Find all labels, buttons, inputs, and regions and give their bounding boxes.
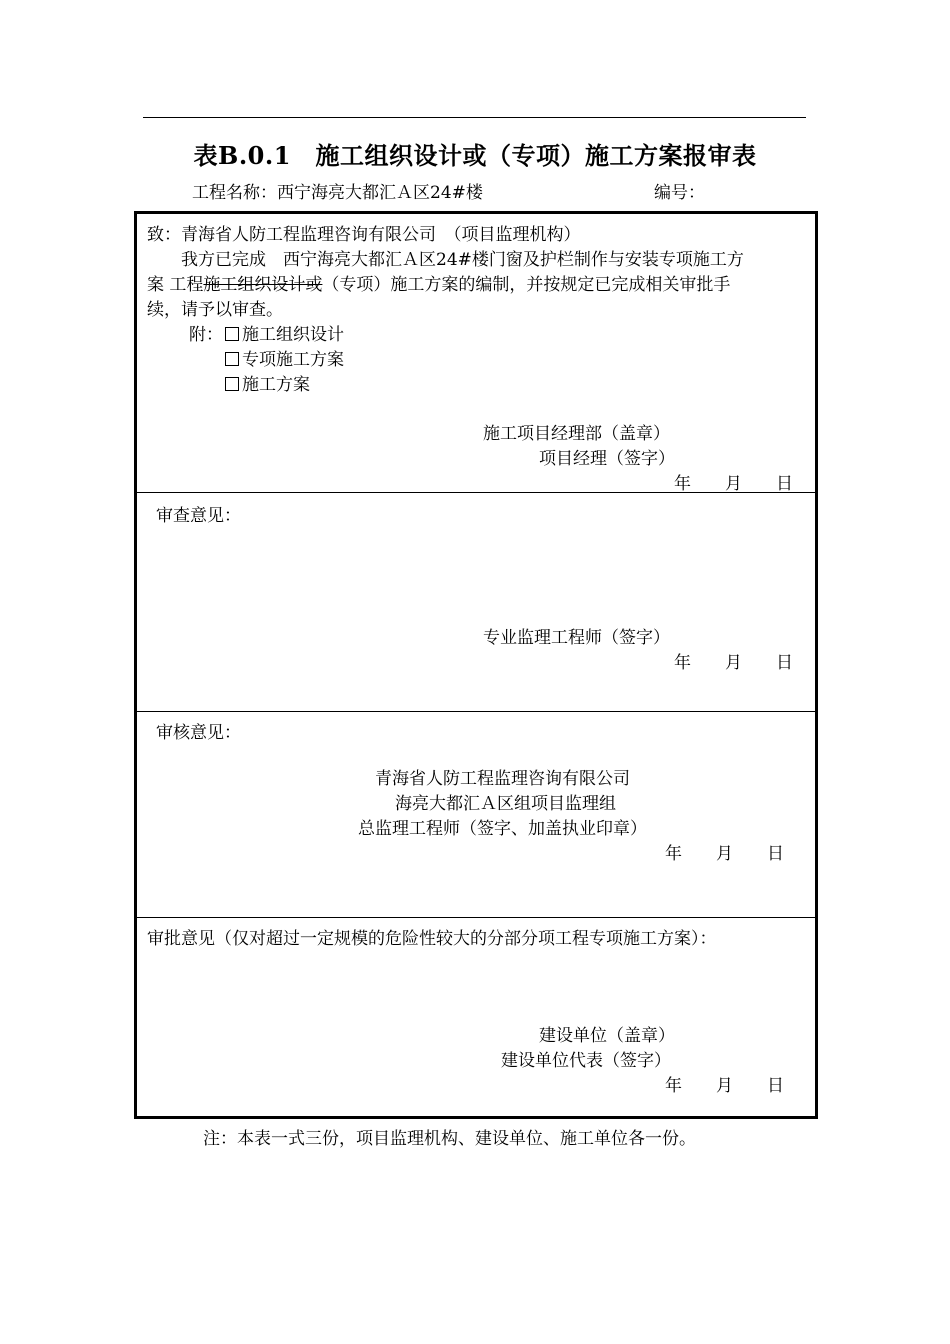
attach-item-1: 施工组织设计 [225,320,344,345]
struck-text: 施工组织设计或 [203,275,323,295]
supervisor-group: 海亮大都汇Ａ区组项目监理组 [395,794,616,814]
checkbox-icon[interactable] [225,352,239,366]
top-rule [143,117,806,118]
supervisor-org: 青海省人防工程监理咨询有限公司 [375,769,630,789]
attach-item-2: 专项施工方案 [225,345,344,370]
approval-form [134,211,818,1119]
project-manager-sign: 项目经理（签字） [539,449,675,469]
body-line-2-a: 案 工程 [147,275,204,295]
owner-seal: 建设单位（盖章） [539,1026,675,1046]
project-name: 工程名称：西宁海亮大都汇Ａ区24#楼 [192,183,483,203]
form-title: 表B.0.1 施工组织设计或（专项）施工方案报审表 [193,141,757,170]
audit-label: 审核意见： [156,723,241,743]
body-line-2 [147,270,730,295]
footnote: 注：本表一式三份，项目监理机构、建设单位、施工单位各一份。 [203,1129,696,1149]
body-line-2-b: （专项）施工方案的编制，并按规定已完成相关审批手 [322,275,731,295]
section-submission [137,214,815,492]
engineer-sign: 专业监理工程师（签字） [483,628,670,648]
attach-label: 附： [189,325,223,345]
contractor-seal: 施工项目经理部（盖章） [483,424,670,444]
date: 年 月 日 [665,1076,784,1096]
to-line: 致：青海省人防工程监理咨询有限公司 （项目监理机构） [147,225,581,245]
owner-rep-sign: 建设单位代表（签字） [501,1051,671,1071]
date: 年 月 日 [674,474,793,494]
section-review [137,492,815,712]
date: 年 月 日 [674,653,793,673]
approval-label: 审批意见（仅对超过一定规模的危险性较大的分部分项工程专项施工方案）： [147,929,717,949]
section-approval [137,917,815,1117]
body-line-1: 我方已完成 西宁海亮大都汇Ａ区24#楼门窗及护栏制作与安装专项施工方 [181,250,744,270]
review-label: 审查意见： [156,506,241,526]
checkbox-icon[interactable] [225,327,239,341]
attach-item-3: 施工方案 [225,370,310,395]
chief-engineer-sign: 总监理工程师（签字、加盖执业印章） [358,819,647,839]
body-line-3: 续，请予以审查。 [147,300,283,320]
date: 年 月 日 [665,844,784,864]
section-audit [137,711,815,918]
number-label: 编号： [654,183,705,203]
checkbox-icon[interactable] [225,377,239,391]
